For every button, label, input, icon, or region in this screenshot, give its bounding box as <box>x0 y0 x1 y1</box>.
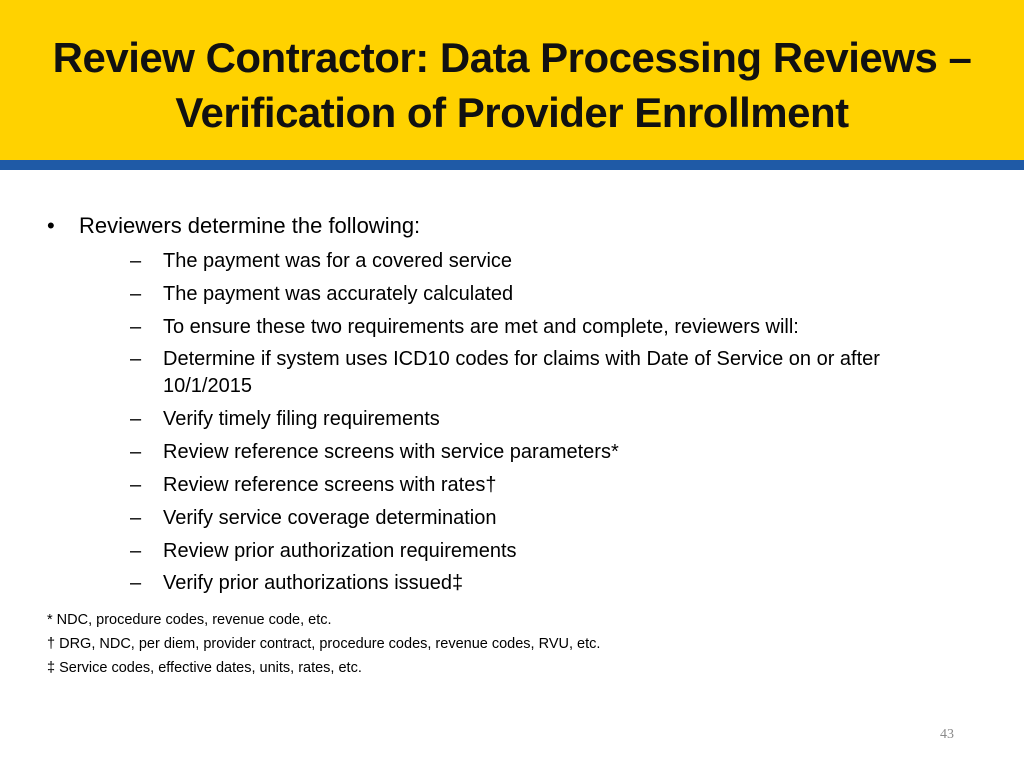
slide-title-line-1: Review Contractor: Data Processing Reviews – <box>52 34 972 81</box>
sub-item <box>130 472 930 499</box>
dash-glyph: – <box>130 316 142 338</box>
sub-item-text: Verify service coverage determination <box>163 507 497 529</box>
dash-glyph: – <box>130 507 142 529</box>
slide-title-line-2: Verification of Provider Enrollment <box>175 89 849 136</box>
dash-glyph: – <box>130 283 142 305</box>
sub-item-text: Verify timely filing requirements <box>163 408 440 430</box>
sub-item-text: To ensure these two requirements are met and complete, reviewers will: <box>163 316 799 338</box>
dash-glyph: – <box>130 572 142 594</box>
sub-item <box>130 538 930 565</box>
dash-glyph: – <box>130 348 142 370</box>
sub-item-text: Determine if system uses ICD10 codes for claims with Date of Service on or after 10/1/2015 <box>163 348 880 397</box>
sub-item <box>130 570 930 597</box>
dash-glyph: – <box>130 474 142 496</box>
dash-glyph: – <box>130 408 142 430</box>
sub-item-text: The payment was for a covered service <box>163 250 513 272</box>
dash-glyph: – <box>130 441 142 463</box>
sub-item-text: Review prior authorization requirements <box>163 540 517 562</box>
sub-item-text: Review reference screens with service parameters* <box>163 441 619 463</box>
sub-item <box>130 314 930 341</box>
footnote: ‡ Service codes, effective dates, units, rates, etc. <box>47 660 362 676</box>
sub-item <box>130 505 930 532</box>
bullet-glyph: • <box>47 213 55 238</box>
sub-item-text: Review reference screens with rates† <box>163 474 497 496</box>
sub-item <box>130 281 930 308</box>
sub-item-text: Verify prior authorizations issued‡ <box>163 572 464 594</box>
main-bullet <box>47 212 420 240</box>
sub-item <box>130 346 930 400</box>
dash-glyph: – <box>130 540 142 562</box>
footnote: † DRG, NDC, per diem, provider contract, procedure codes, revenue codes, RVU, etc. <box>47 636 601 652</box>
sub-item <box>130 406 930 433</box>
footnote: * NDC, procedure codes, revenue code, etc. <box>47 612 332 628</box>
main-bullet-text: Reviewers determine the following: <box>79 213 421 238</box>
dash-glyph: – <box>130 250 142 272</box>
sub-item <box>130 439 930 466</box>
sub-item-text: The payment was accurately calculated <box>163 283 514 305</box>
sub-item <box>130 248 930 275</box>
page-number: 43 <box>940 727 954 742</box>
